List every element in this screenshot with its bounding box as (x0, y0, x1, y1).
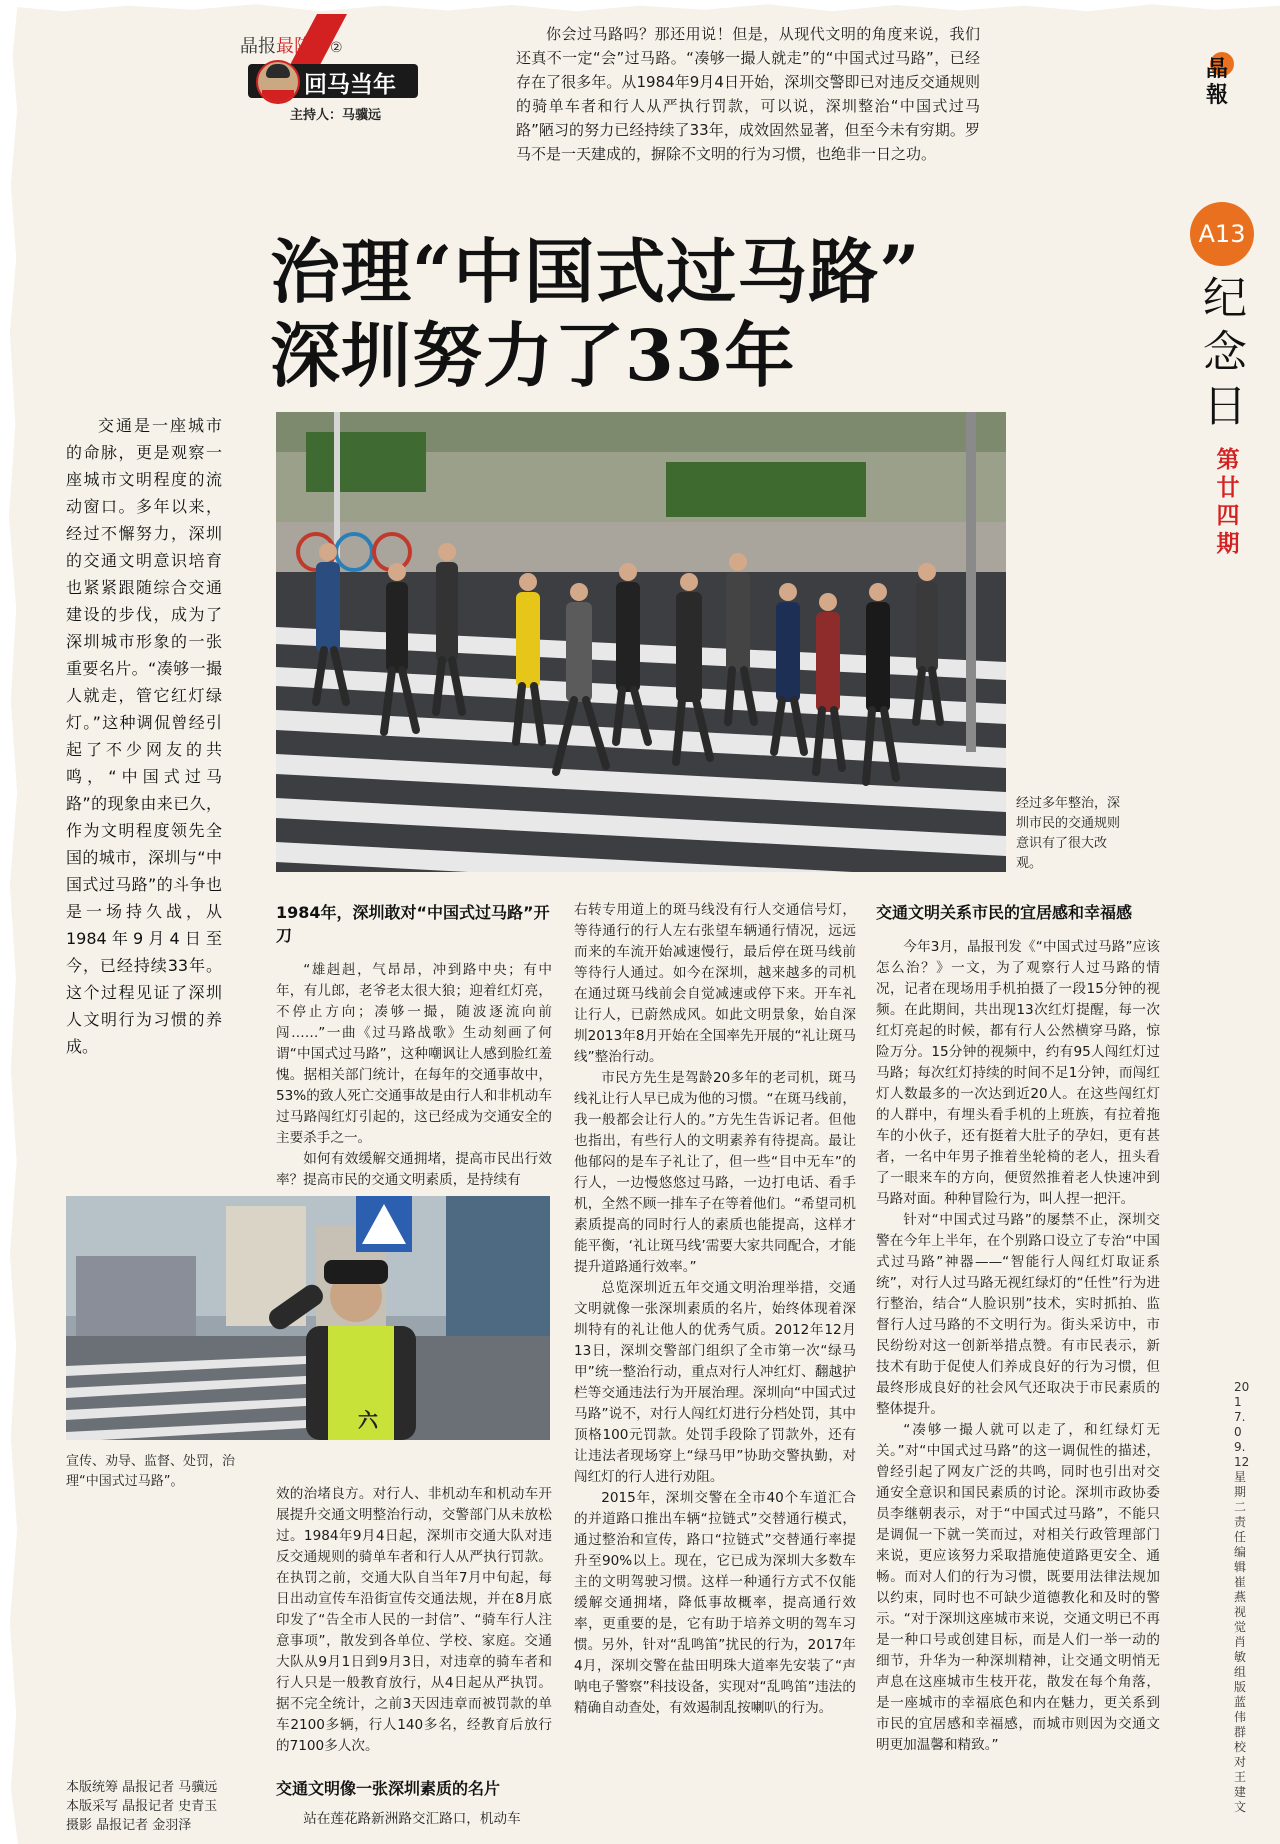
section-3-paragraph: 今年3月，晶报刊发《“中国式过马路”应该怎么治？》一文，为了观察行人过马路的情况，记者在现场用手机拍摄了一段15分钟的视频。在此期间，共出现13次红灯提醒，每一次红灯亮起的时候，都有行人公然横穿马路，惊险万分。15分钟的视频中，约有95人闯红灯过马路；每次红灯持续的时间不足1分钟，而闯红灯人数最多的一次达到近20人。在这些闯红灯的人群中，有埋头看手机的上班族，有拉着拖车的小伙子，还有挺着大肚子的孕妇，更有甚者，一名中年男子推着坐轮椅的老人，扭头看了一眼来车的方向，便贸然推着老人快速冲到马路对面。种种冒险行为，叫人捏一把汗。 (876, 939, 1160, 1207)
police-vest-sign: 六 (358, 1408, 378, 1432)
section-1-paragraph: “雄赳赳，气昂昂，冲到路中央；有中年，有儿郎，老爷老太很大狼；迎着红灯亮，不停止方向；凑够一撮，随波逐流向前闯……”一曲《过马路战歌》生动刻画了何谓“中国式过马路”，这种嘲讽让人感到脸红羞愧。据相关部门统计，在每年的交通事故中，53%的致人死亡交通事故是由行人和非机动车过马路闯红灯引起的，这已经成为交通安全的主要杀手之一。 (276, 962, 552, 1146)
section-1-heading: 1984年，深圳敢对“中国式过马路”开刀 (276, 903, 550, 945)
main-photo-crosswalk (276, 412, 1006, 872)
section-2-paragraph: 2015年，深圳交警在全市40个车道汇合的并道路口推出车辆“拉链式”交替通行模式，通过整治和宣传，路口“拉链式”交替通行率提升至90%以上。现在，它已成为深圳大多数车主的文明驾驶习惯。这样一种通行方式不仅能缓解交通拥堵，降低事故概率，提高通行效率，更重要的是，它有助于培养文明的驾车习惯。另外，针对“乱鸣笛”扰民的行为，2017年4月，深圳交警在盐田明珠大道率先安装了“声呐电子警察”科技设备，实现对“乱鸣笛”违法的精确自动查处，有效遏制乱按喇叭的行为。 (574, 1490, 856, 1716)
section-3-paragraph: 针对“中国式过马路”的屡禁不止，深圳交警在今年上半年，在个别路口设立了专治“中国式过马路”神器——“智能行人闯红灯取证系统”，对行人过马路无视红绿灯的“任性”行为进行整治，结合“人脸识别”技术，实时抓拍、监督行人过马路的不文明行为。街头采访中，市民纷纷对这一创新举措点赞。有市民表示，新技术有助于促使人们养成良好的行为习惯，但最终形成良好的社会风气还取决于市民素质的整体提升。 (876, 1212, 1160, 1417)
series-brand (240, 32, 343, 58)
series-number: ② (330, 40, 343, 56)
sidebar-intro: 交通是一座城市的命脉，更是观察一座城市文明程度的流动窗口。多年以来，经过不懈努力，深圳的交通文明意识培育也紧紧跟随综合交通建设的步伐，成为了深圳城市形象的一张重要名片。“凑够一撮人就走，管它红灯绿灯。”这种调侃曾经引起了不少网友的共鸣，“中国式过马路”的现象由来已久，作为文明程度领先全国的城市，深圳与“中国式过马路”的斗争也是一场持久战，从1984年9月4日至今，已经持续33年。这个过程见证了深圳人文明行为习惯的养成。 (66, 416, 222, 1056)
section-3-heading: 交通文明关系市民的宜居感和幸福感 (876, 903, 1133, 922)
main-photo-caption: 经过多年整治，深圳市民的交通规则意识有了很大改观。 (1016, 796, 1121, 871)
section-2-first-paragraph: 站在莲花路新洲路交汇路口，机动车 (303, 1811, 521, 1827)
column-name-box (248, 64, 418, 98)
torn-paper-edge-left (0, 0, 18, 1844)
headline-line-2: 深圳努力了33年 (270, 314, 796, 397)
section-2-start (276, 1776, 552, 1830)
section-1-paragraph: 如何有效缓解交通拥堵，提高市民出行效率？提高市民的交通文明素质，是持续有 (276, 1151, 552, 1188)
host-avatar (256, 60, 300, 104)
section-2-paragraph: 右转专用道上的斑马线没有行人交通信号灯，等待通行的行人左右张望车辆通行情况，远远而来的车流开始减速慢行，最后停在斑马线前等待行人通过。如今在深圳，越来越多的司机在通过斑马线前会自觉减速或停下来。开车礼让行人，已蔚然成风。如此文明景象，始自深圳2013年8月开始在全国率先开展的“礼让斑马线”整治行动。 (574, 902, 856, 1065)
section-name: 纪念日 (1203, 273, 1247, 432)
credit-line: 摄影 晶报记者 金羽泽 (66, 1818, 192, 1833)
credit-line: 本版采写 晶报记者 史青玉 (66, 1799, 218, 1814)
right-margin-info: 2017.09.12 星期二 责任编辑 崔燕 视觉 肖敏 组版 蓝伟群 校对 王建文 (1234, 1380, 1250, 1814)
credits (66, 1778, 266, 1835)
torn-paper-edge-top (0, 0, 1280, 14)
column-name: 回马当年 (304, 72, 396, 98)
section-1 (276, 900, 552, 1191)
issue-label: 第廿四期 (1216, 447, 1240, 557)
second-photo-caption: 宣传、劝导、监督、处罚，治理“中国式过马路”。 (66, 1454, 236, 1489)
series-brand-highlight: 最阵容 (276, 36, 330, 57)
traffic-police-scene (66, 1196, 550, 1440)
credit-line: 本版统筹 晶报记者 马骥远 (66, 1780, 218, 1795)
crosswalk-scene (276, 412, 1006, 872)
section-3 (876, 900, 1160, 1756)
host-line: 主持人：马骥远 (290, 108, 382, 123)
section-2-paragraph: 总览深圳近五年交通文明治理举措，交通文明就像一张深圳素质的名片，始终体现着深圳特有的礼让他人的优秀气质。2012年12月13日，深圳交警部门组织了全市第一次“绿马甲”统一整治行动，重点对行人冲红灯、翻越护栏等交通违法行为开展治理。深圳向“中国式过马路”说不，对行人闯红灯进行分档处罚，其中顶格100元罚款。处罚手段除了罚款外，还有让违法者现场穿上“绿马甲”协助交警执勤，对闯红灯的行人进行劝阻。 (574, 1280, 856, 1485)
section-2-heading: 交通文明像一张深圳素质的名片 (276, 1779, 501, 1798)
page-number-badge (1190, 202, 1254, 266)
intro-paragraph: 你会过马路吗？那还用说！但是，从现代文明的角度来说，我们还真不一定“会”过马路。“凑够一撮人就走”的“中国式过马路”，已经存在了很多年。从1984年9月4日开始，深圳交警即已对违反交通规则的骑单车者和行人从严执行罚款，可以说，深圳整治“中国式过马路”陋习的努力已经持续了33年，成效固然显著，但至今未有穷期。罗马不是一天建成的，摒除不文明的行为习惯，也绝非一日之功。 (516, 25, 980, 163)
headline-line-1: 治理“中国式过马路” (270, 230, 921, 313)
section-2-body (574, 900, 856, 1719)
section-3-paragraph: “凑够一撮人就可以走了，和红绿灯无关。”对“中国式过马路”的这一调侃性的描述，曾经引起了网友广泛的共鸣，同时也引出对交通安全意识和国民素质的讨论。深圳市政协委员李继朝表示，对于“中国式过马路”，不能只是调侃一下就一笑而过，对相关行政管理部门来说，更应该努力采取措施使道路更安全、通畅。而对人们的行为习惯，既要用法律法规加以约束，同时也不可缺少道德教化和及时的警示。“对于深圳这座城市来说，交通文明已不再是一种口号或创建目标，而是人们一举一动的细节，升华为一种深圳精神，让交通文明悄无声息在这座城市生枝开花，散发在每个角落，是一座城市的幸福底色和内在魅力，更关系到市民的宜居感和幸福感，而城市则因为交通文明更加温馨和精致。” (876, 1422, 1160, 1753)
section-1-continued (276, 1484, 552, 1757)
column-badge (240, 18, 430, 128)
second-photo-traffic-police (66, 1196, 550, 1440)
masthead-logo-text: 晶報 (1206, 56, 1229, 108)
section-2-paragraph: 市民方先生是驾龄20多年的老司机，斑马线礼让行人早已成为他的习惯。“在斑马线前，我一般都会让行人的。”方先生告诉记者。但他也指出，有些行人的文明素养有待提高。最让他郁闷的是车子礼让了，但一些“目中无车”的行人，一边慢悠悠过马路，一边打电话、看手机，全然不顾一排车子在等着他们。“希望司机素质提高的同时行人的素质也能提高，这样才能平衡，‘礼让斑马线’需要大家共同配合，才能提升道路通行效率。” (574, 1070, 856, 1275)
page-number: A13 (1198, 220, 1246, 248)
series-brand-prefix: 晶报 (240, 36, 276, 57)
section-1-continued-paragraph: 效的治堵良方。对行人、非机动车和机动车开展提升交通文明整治行动，交警部门从未放松过。1984年9月4日起，深圳市交通大队对违反交通规则的骑单车者和行人从严执行罚款。在执罚之前，交通大队自当年7月中旬起，每日出动宣传车沿街宣传交通法规，并在8月底印发了“告全市人民的一封信”、“骑车行人注意事项”，散发到各单位、学校、家庭。交通大队从9月1日到9月3日，对违章的骑车者和行人只是一般教育放行，从4日起从严执罚。据不完全统计，之前3天因违章而被罚款的单车2100多辆，行人140多名，经教育后放行的7100多人次。 (276, 1486, 552, 1754)
masthead-logo (1200, 52, 1244, 120)
